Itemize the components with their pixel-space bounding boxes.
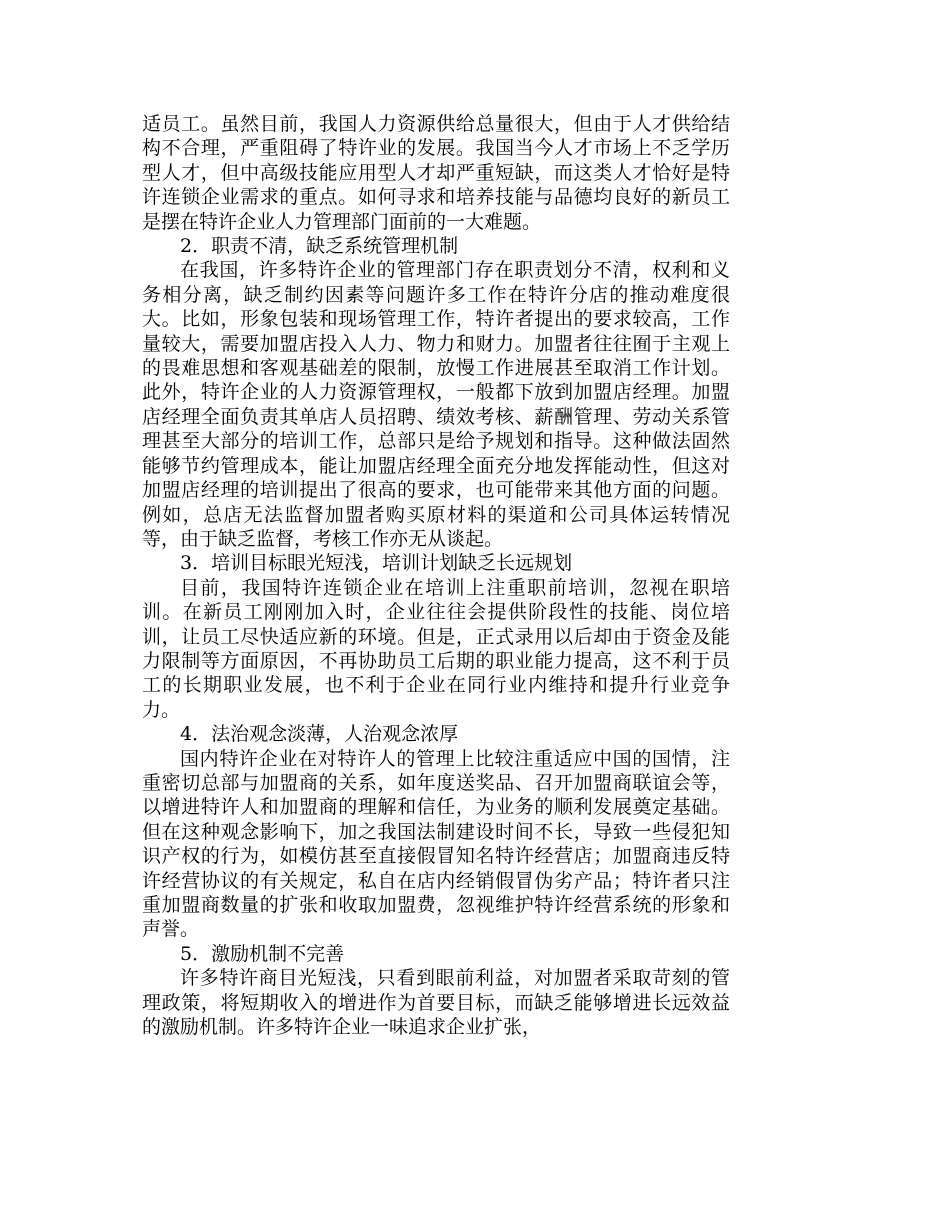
paragraph-staffing-shortage: 适员工。虽然目前，我国人力资源供给总量很大，但由于人才供给结构不合理，严重阻碍了特许业的发展。我国当今人才市场上不乏学历型人才，但中高级技能应用型人才却严重短缺，而这类人才恰好是特许连锁企业需求的重点。如何寻求和培养技能与品德均良好的新员工是摆在特许企业人力管理部门面前的一大难题。	[142, 113, 730, 233]
section-heading-responsibility: 2．职责不清，缺乏系统管理机制	[180, 235, 459, 258]
paragraph-rule-of-law: 国内特许企业在对特许人的管理上比较注重适应中国的国情，注重密切总部与加盟商的关系，如年度送奖品、召开加盟商联谊会等，以增进特许人和加盟商的理解和信任，为业务的顺利发展奠定基础。但在这种观念影响下，加之我国法制建设时间不长，导致一些侵犯知识产权的行为，如模仿甚至直接假冒知名特许经营店；加盟商违反特许经营协议的有关规定，私自在店内经销假冒伪劣产品；特许者只注重加盟商数量的扩张和收取加盟费，忽视维护特许经营系统的形象和声誉。	[142, 747, 730, 941]
section-heading-training: 3．培训目标眼光短浅，培训计划缺乏长远规划	[180, 552, 573, 575]
section-heading-rule-of-law: 4．法治观念淡薄，人治观念浓厚	[180, 723, 459, 746]
section-heading-incentives: 5．激励机制不完善	[180, 942, 345, 965]
paragraph-incentives: 许多特许商目光短浅，只看到眼前利益，对加盟者采取苛刻的管理政策，将短期收入的增进作为首要目标，而缺乏能够增进长远效益的激励机制。许多特许企业一味追求企业扩张，	[142, 967, 730, 1039]
document-page	[142, 112, 730, 1039]
paragraph-training: 目前，我国特许连锁企业在培训上注重职前培训，忽视在职培训。在新员工刚刚加入时，企业往往会提供阶段性的技能、岗位培训，让员工尽快适应新的环境。但是，正式录用以后却由于资金及能力限制等方面原因，不再协助员工后期的职业能力提高，这不利于员工的长期职业发展，也不利于企业在同行业内维持和提升行业竞争力。	[142, 576, 730, 721]
paragraph-responsibility: 在我国，许多特许企业的管理部门存在职责划分不清，权利和义务相分离，缺乏制约因素等问题许多工作在特许分店的推动难度很大。比如，形象包装和现场管理工作，特许者提出的要求较高，工作量较大，需要加盟店投入人力、物力和财力。加盟者往往囿于主观上的畏难思想和客观基础差的限制，放慢工作进展甚至取消工作计划。此外，特许企业的人力资源管理权，一般都下放到加盟店经理。加盟店经理全面负责其单店人员招聘、绩效考核、薪酬管理、劳动关系管理甚至大部分的培训工作，总部只是给予规划和指导。这种做法固然能够节约管理成本，能让加盟店经理全面充分地发挥能动性，但这对加盟店经理的培训提出了很高的要求，也可能带来其他方面的问题。例如，总店无法监督加盟者购买原材料的渠道和公司具体运转情况等，由于缺乏监督，考核工作亦无从谈起。	[142, 259, 730, 550]
